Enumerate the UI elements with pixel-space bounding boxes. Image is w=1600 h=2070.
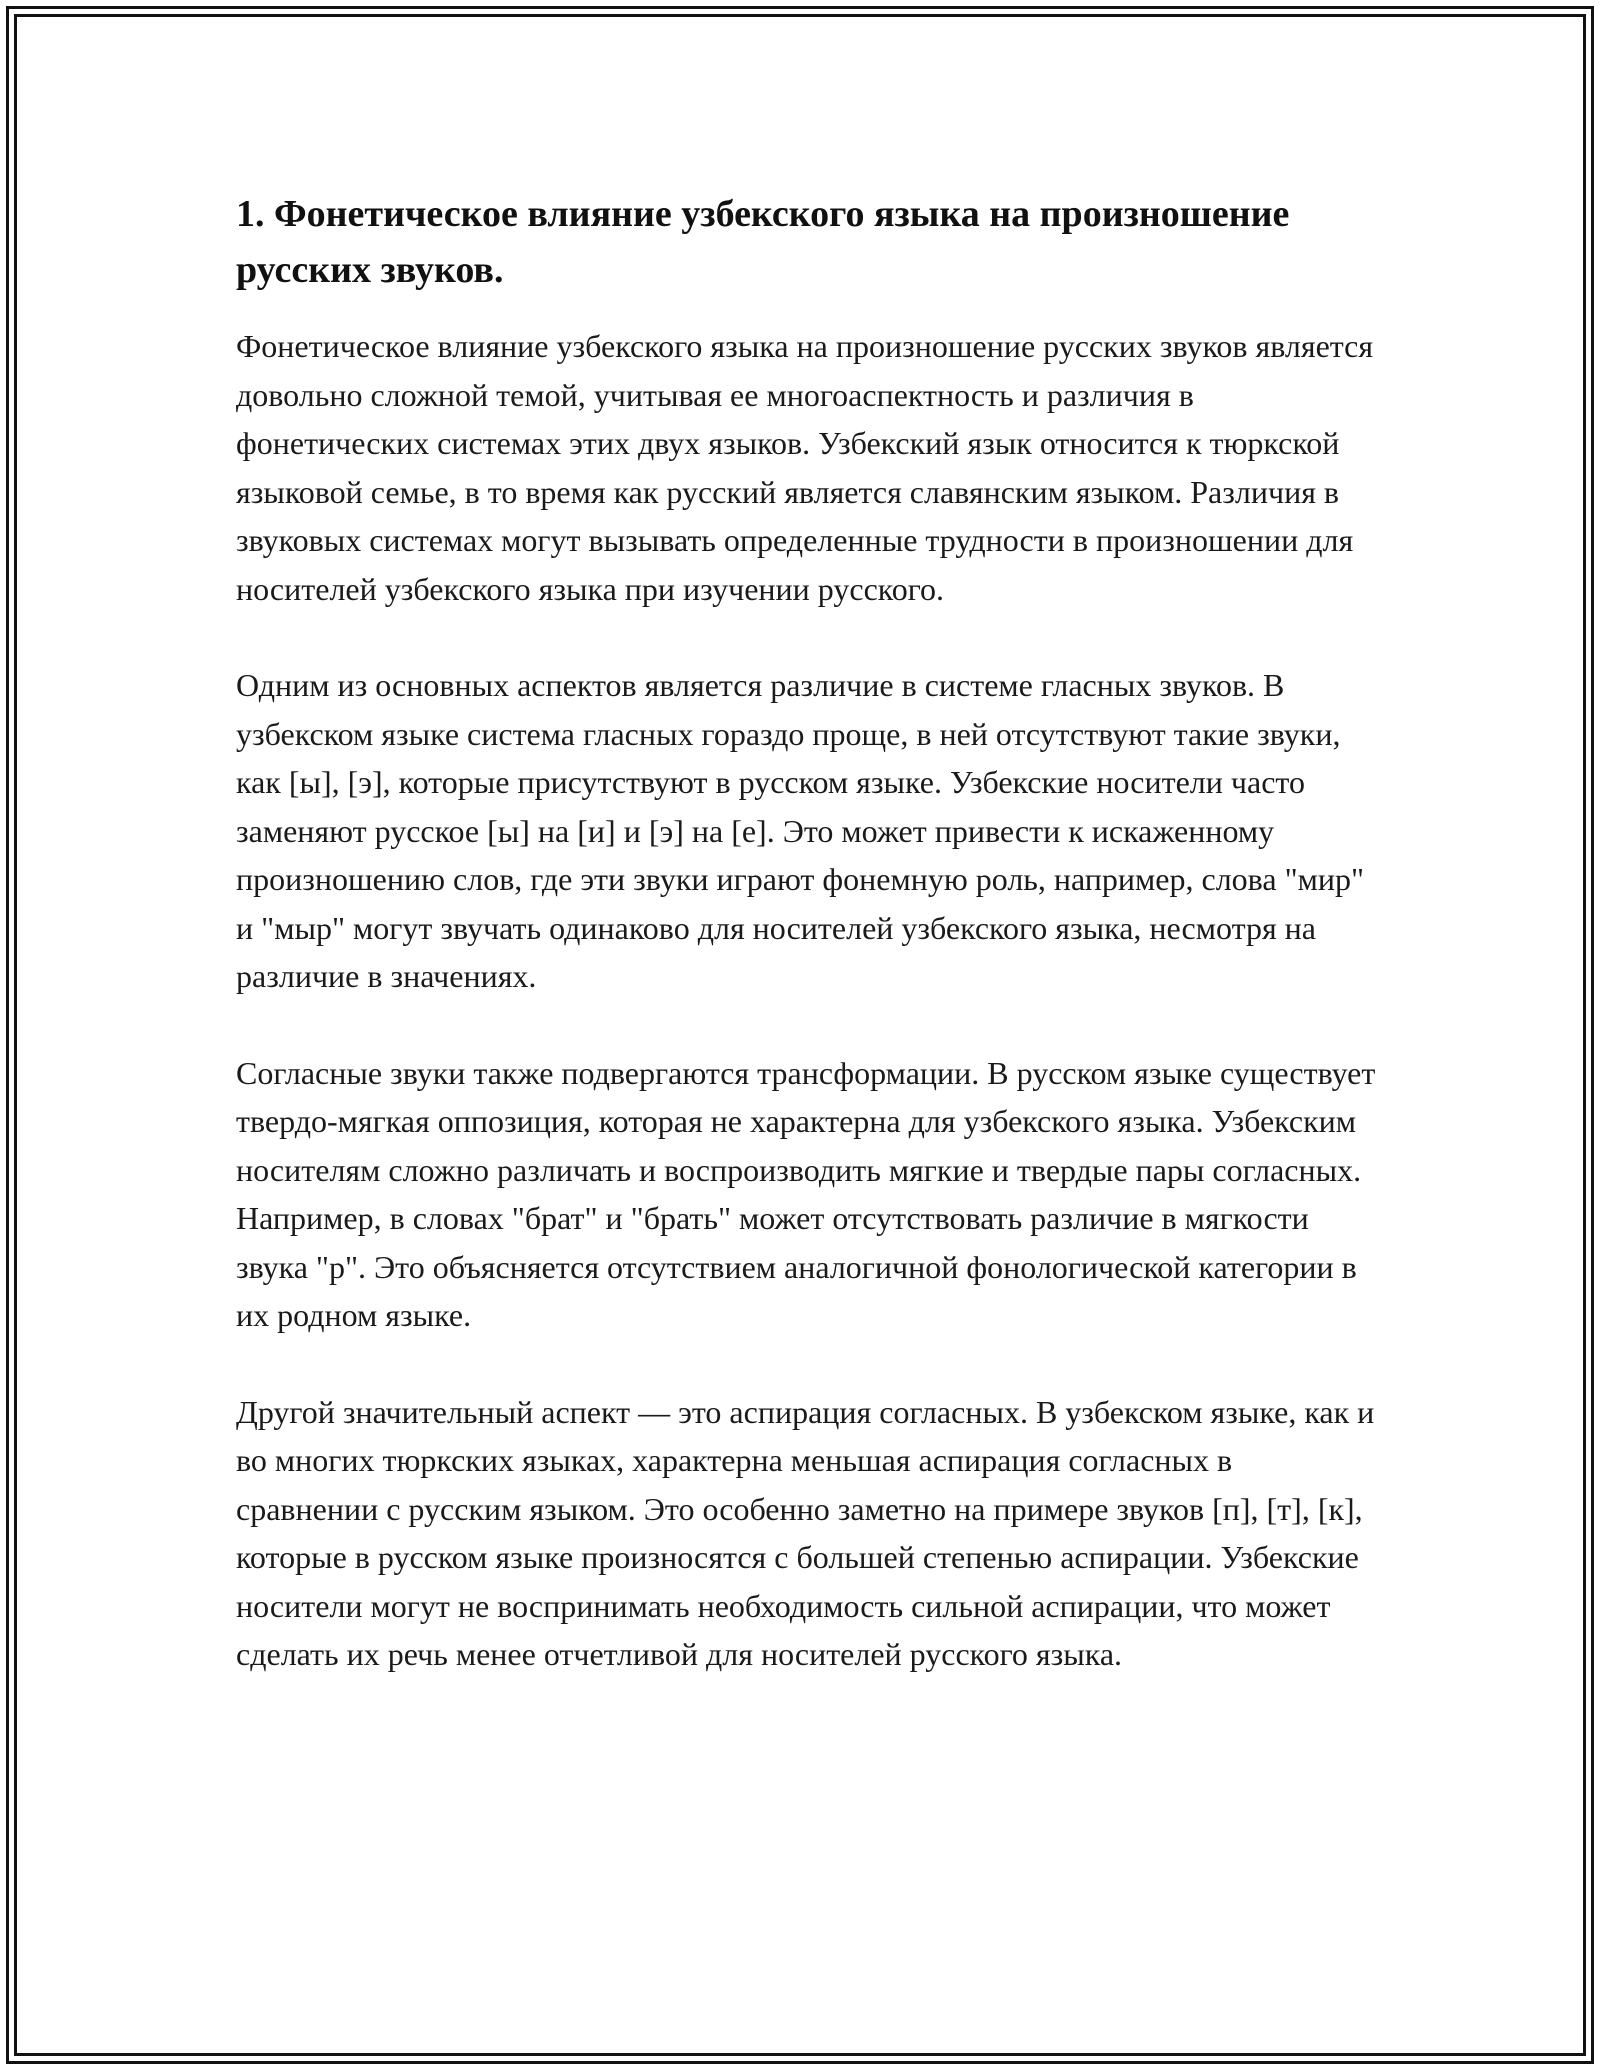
paragraph-1: Фонетическое влияние узбекского языка на произношение русских звуков является довольно сложной темой, учитывая ее многоаспектность и различия в фонетических системах этих двух языков. Узбекский язык относится к тюркской языковой семье, в то время как русский является славянским языком. Различия в звуковых системах могут вызывать определенные трудности в произношении для носителей узбекского языка при изучении русского. bbox=[236, 328, 1374, 607]
paragraph-2: Одним из основных аспектов является различие в системе гласных звуков. В узбекском языке система гласных гораздо проще, в ней отсутствуют такие звуки, как [ы], [э], которые присутствуют в русском языке. Узбекские носители часто заменяют русское [ы] на [и] и [э] на [е]. Это может привести к искаженному произношению слов, где эти звуки играют фонемную роль, например, слова "мир" и "мыр" могут звучать одинаково для носителей узбекского языка, несмотря на различие в значениях. bbox=[236, 667, 1365, 994]
document-body bbox=[236, 186, 1380, 1727]
paragraph-4: Другой значительный аспект — это аспирация согласных. В узбекском языке, как и во многих тюркских языках, характерна меньшая аспирация согласных в сравнении с русским языком. Это особенно заметно на примере звуков [п], [т], [к], которые в русском языке произносятся с большей степенью аспирации. Узбекские носители могут не воспринимать необходимость сильной аспирации, что может сделать их речь менее отчетливой для носителей русского языка. bbox=[236, 1393, 1375, 1672]
paragraph-3: Согласные звуки также подвергаются трансформации. В русском языке существует твердо-мягкая оппозиция, которая не характерна для узбекского языка. Узбекским носителям сложно различать и воспроизводить мягкие и твердые пары согласных. Например, в словах "брат" и "брать" может отсутствовать различие в мягкости звука "р". Это объясняется отсутствием аналогичной фонологической категории в их родном языке. bbox=[236, 1054, 1376, 1333]
section-heading: 1. Фонетическое влияние узбекского языка на произношение русских звуков. bbox=[236, 193, 1290, 291]
